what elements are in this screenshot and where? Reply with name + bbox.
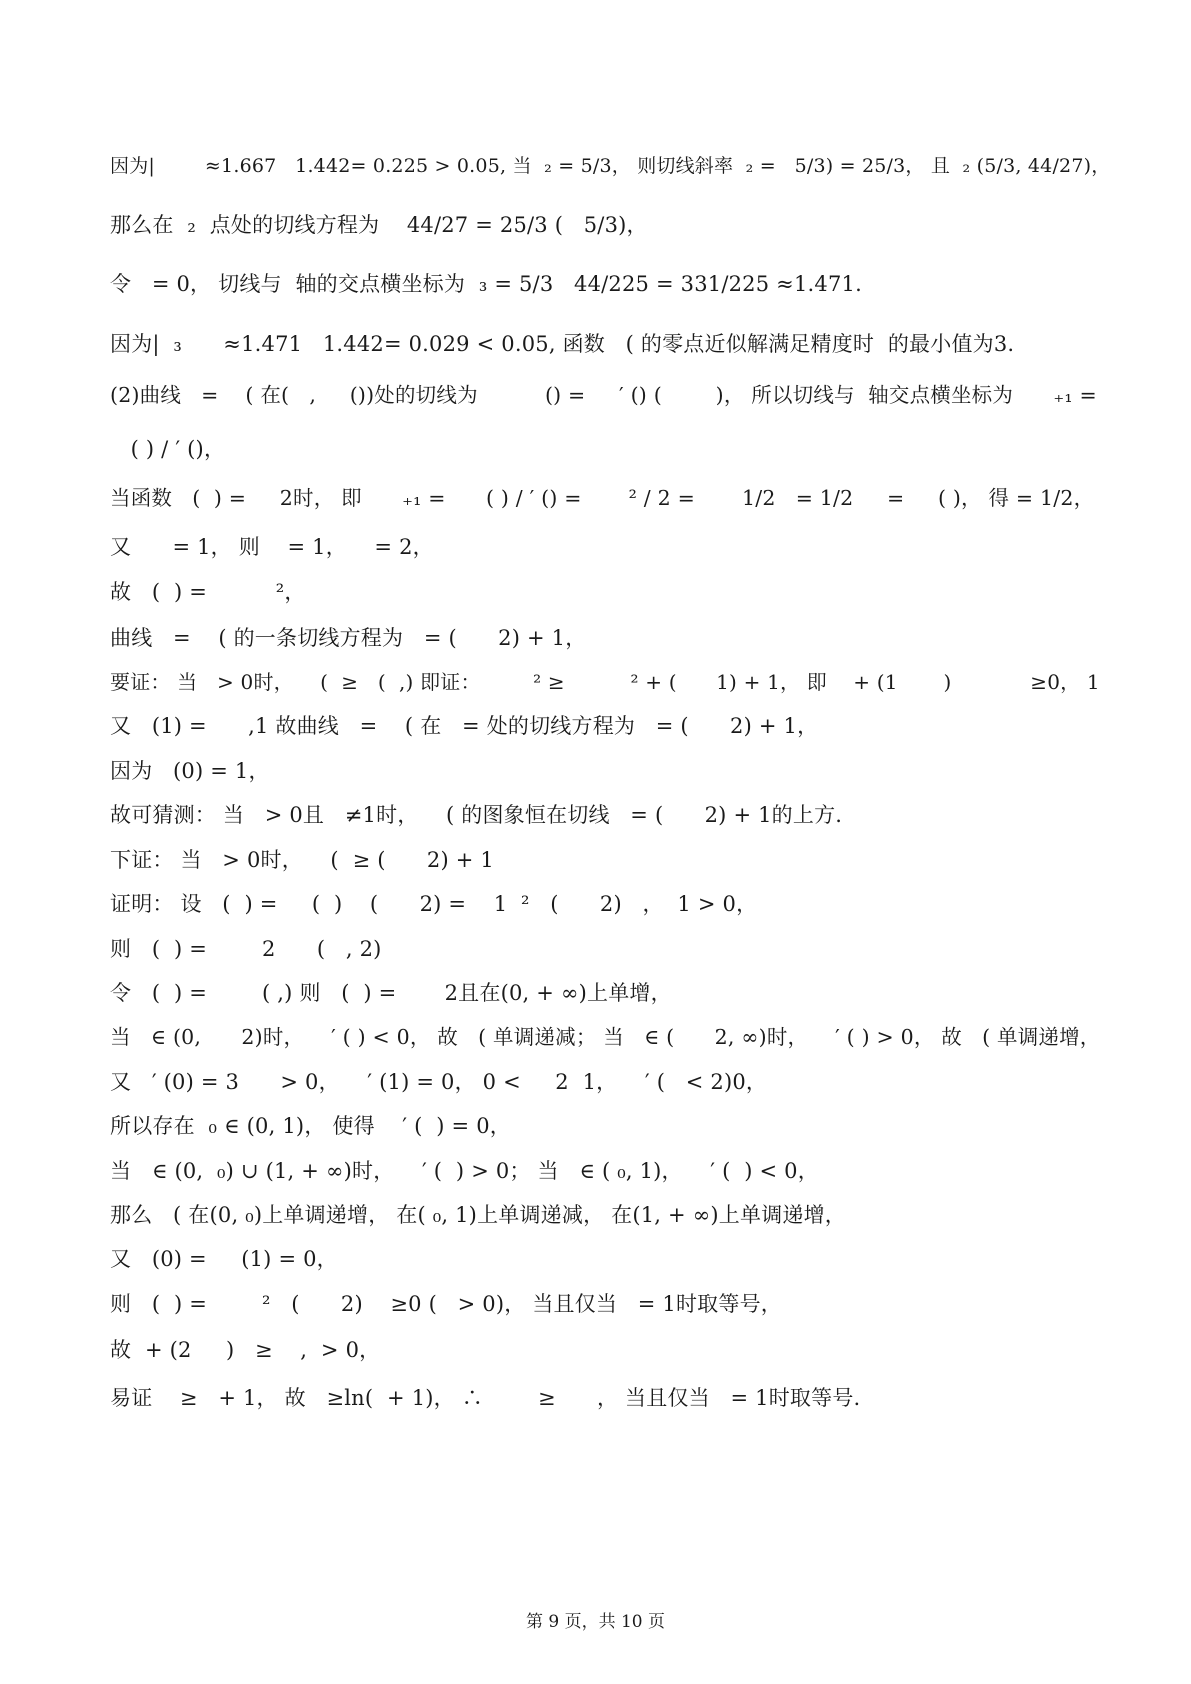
- text-line-11: 要证： 当 > 0时， ( ≥ ( ,) 即证： ² ≥ ² + ( 1) + 1， 即 + (1 ) ≥0， 1: [110, 670, 1100, 694]
- text-line-5: (2)曲线 = ( 在( , ())处的切线为 () = ′ () ( )， 所以切线与 轴交点横坐标为 ₊₁ =: [110, 383, 1097, 407]
- text-line-21: 所以存在 ₀ ∈ (0, 1)， 使得 ′ ( ) = 0，: [110, 1114, 511, 1138]
- text-line-13: 因为 (0) = 1，: [110, 759, 270, 783]
- text-line-15: 下证： 当 > 0时， ( ≥ ( 2) + 1: [110, 848, 494, 872]
- text-line-12: 又 (1) = ,1 故曲线 = ( 在 = 处的切线方程为 = ( 2) + 1，: [110, 714, 819, 738]
- text-line-8: 又 = 1， 则 = 1， = 2，: [110, 535, 434, 559]
- page-footer: 第 9 页，共 10 页: [525, 1612, 666, 1632]
- text-line-7: 当函数 ( ) = 2时， 即 ₊₁ = ( ) / ′ () = ² / 2 = 1/2 = 1/2 = ( )， 得 = 1/2，: [110, 486, 1095, 510]
- text-line-10: 曲线 = ( 的一条切线方程为 = ( 2) + 1，: [110, 626, 587, 650]
- text-line-1: 因为| ≈1.667 1.442= 0.225 > 0.05, 当 ₂ = 5/3， 则切线斜率 ₂ = 5/3) = 25/3， 且 ₂ (5/3, 44/27)，: [110, 155, 1111, 177]
- text-line-9: 故 ( ) = ²，: [110, 580, 306, 604]
- text-line-23: 那么 ( 在(0, ₀)上单调递增， 在( ₀, 1)上单调递减， 在(1, + ∞)上单调递增，: [110, 1203, 847, 1227]
- text-line-19: 当 ∈ (0, 2)时， ′ ( ) < 0， 故 ( 单调递减； 当 ∈ ( 2, ∞)时， ′ ( ) > 0， 故 ( 单调递增，: [110, 1025, 1101, 1049]
- text-line-17: 则 ( ) = 2 ( , 2): [110, 937, 382, 961]
- text-line-18: 令 ( ) = ( ,) 则 ( ) = 2且在(0, + ∞)上单增，: [110, 981, 672, 1005]
- text-line-6: ( ) / ′ ()，: [110, 437, 226, 461]
- text-line-27: 易证 ≥ + 1， 故 ≥ln( + 1)， ∴ ≥ ， 当且仅当 = 1时取等号.: [110, 1386, 861, 1410]
- text-line-26: 故 + (2 ) ≥ , > 0，: [110, 1338, 381, 1362]
- text-line-4: 因为| ₃ ≈1.471 1.442= 0.029 < 0.05, 函数 ( 的零点近似解满足精度时 的最小值为3.: [110, 332, 1015, 356]
- text-line-2: 那么在 ₂ 点处的切线方程为 44/27 = 25/3 ( 5/3)，: [110, 213, 648, 237]
- text-line-22: 当 ∈ (0, ₀) ∪ (1, + ∞)时， ′ ( ) > 0； 当 ∈ ( ₀, 1)， ′ ( ) < 0，: [110, 1159, 819, 1183]
- text-line-25: 则 ( ) = ² ( 2) ≥0 ( > 0)， 当且仅当 = 1时取等号，: [110, 1292, 782, 1316]
- text-line-14: 故可猜测： 当 > 0且 ≠1时， ( 的图象恒在切线 = ( 2) + 1的上方.: [110, 803, 843, 827]
- text-line-20: 又 ′ (0) = 3 > 0， ′ (1) = 0， 0 < 2 1， ′ ( < 2)0，: [110, 1070, 768, 1094]
- text-line-3: 令 = 0， 切线与 轴的交点横坐标为 ₃ = 5/3 44/225 = 331/225 ≈1.471.: [110, 272, 862, 296]
- text-line-24: 又 (0) = (1) = 0，: [110, 1247, 338, 1271]
- text-line-16: 证明： 设 ( ) = ( ) ( 2) = 1 ² ( 2) ， 1 > 0，: [110, 892, 758, 916]
